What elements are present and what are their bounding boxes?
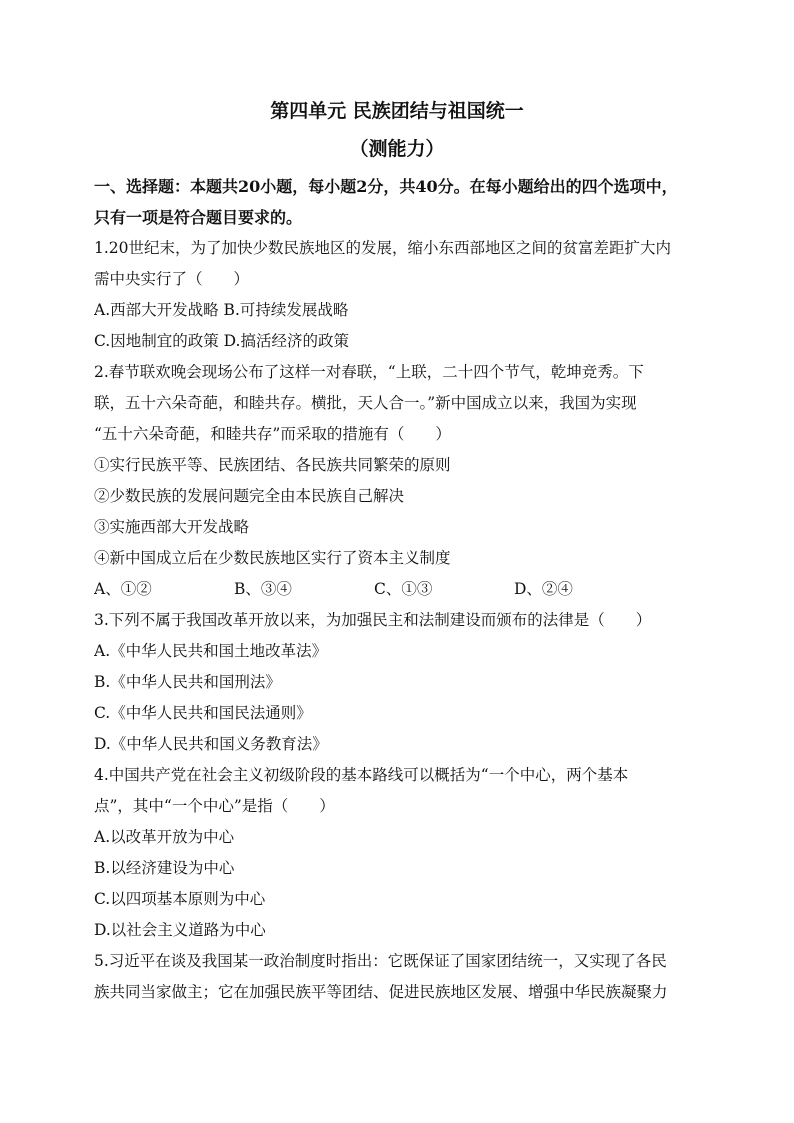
q1-stem-line1: 1.20世纪末，为了加快少数民族地区的发展，缩小东西部地区之间的贫富差距扩大内 [94,239,672,257]
q5-stem-line1: 5.习近平在谈及我国某一政治制度时指出：它既保证了国家团结统一，又实现了各民 [94,952,667,970]
section-heading-line1: 一、选择题：本题共20小题，每小题2分，共40分。在每小题给出的四个选项中， [94,177,678,196]
q4-stem-line1: 4.中国共产党在社会主义初级阶段的基本路线可以概括为“一个中心，两个基本 [94,766,629,784]
question-3 [94,605,704,760]
q4-option-d: D.以社会主义道路为中心 [94,921,266,939]
q2-stem-line2: 联，五十六朵奇葩，和睦共存。横批，天人合一。”新中国成立以来，我国为实现 [94,394,637,412]
q3-option-d: D.《中华人民共和国义务教育法》 [94,735,328,753]
document-subtitle: （测能力） [349,138,445,160]
q2-option-c: C、①③ [374,580,433,598]
document-body [94,171,704,1008]
q3-stem: 3.下列不属于我国改革开放以来，为加强民主和法制建设而颁布的法律是（ ） [94,611,652,629]
q5-stem-line2: 族共同当家做主；它在加强民族平等团结、促进民族地区发展、增强中华民族凝聚力 [94,983,668,1001]
q2-item-4: ④新中国成立后在少数民族地区实行了资本主义制度 [94,549,451,567]
q1-options-ab: A.西部大开发战略 B.可持续发展战略 [94,301,349,319]
q3-option-a: A.《中华人民共和国土地改革法》 [94,642,328,660]
q4-option-c: C.以四项基本原则为中心 [94,890,266,908]
question-4 [94,760,704,946]
q1-options-cd: C.因地制宜的政策 D.搞活经济的政策 [94,332,349,350]
q2-stem-line1: 2.春节联欢晚会现场公布了这样一对春联，“上联，二十四个节气，乾坤竞秀。下 [94,363,644,381]
q2-options [94,574,704,605]
q2-option-a: A、①② [94,580,152,598]
q3-option-c: C.《中华人民共和国民法通则》 [94,704,312,722]
q4-stem-line2: 点”，其中“一个中心”是指（ ） [94,797,335,815]
q4-option-a: A.以改革开放为中心 [94,828,235,846]
q1-stem-line2: 需中央实行了（ ） [94,270,250,288]
question-5 [94,946,704,1008]
q2-option-d: D、②④ [514,580,573,598]
q4-option-b: B.以经济建设为中心 [94,859,235,877]
q2-item-1: ①实行民族平等、民族团结、各民族共同繁荣的原则 [94,456,451,474]
section-heading-line2: 只有一项是符合题目要求的。 [94,208,303,227]
q2-stem-line3: “五十六朵奇葩，和睦共存”而采取的措施有（ ） [94,425,451,443]
q2-item-3: ③实施西部大开发战略 [94,518,250,536]
q2-option-b: B、③④ [234,580,292,598]
q2-item-2: ②少数民族的发展问题完全由本民族自己解决 [94,487,405,505]
q3-option-b: B.《中华人民共和国刑法》 [94,673,281,691]
question-2 [94,357,704,605]
question-1 [94,233,704,357]
document-title: 第四单元 民族团结与祖国统一 [270,100,524,122]
